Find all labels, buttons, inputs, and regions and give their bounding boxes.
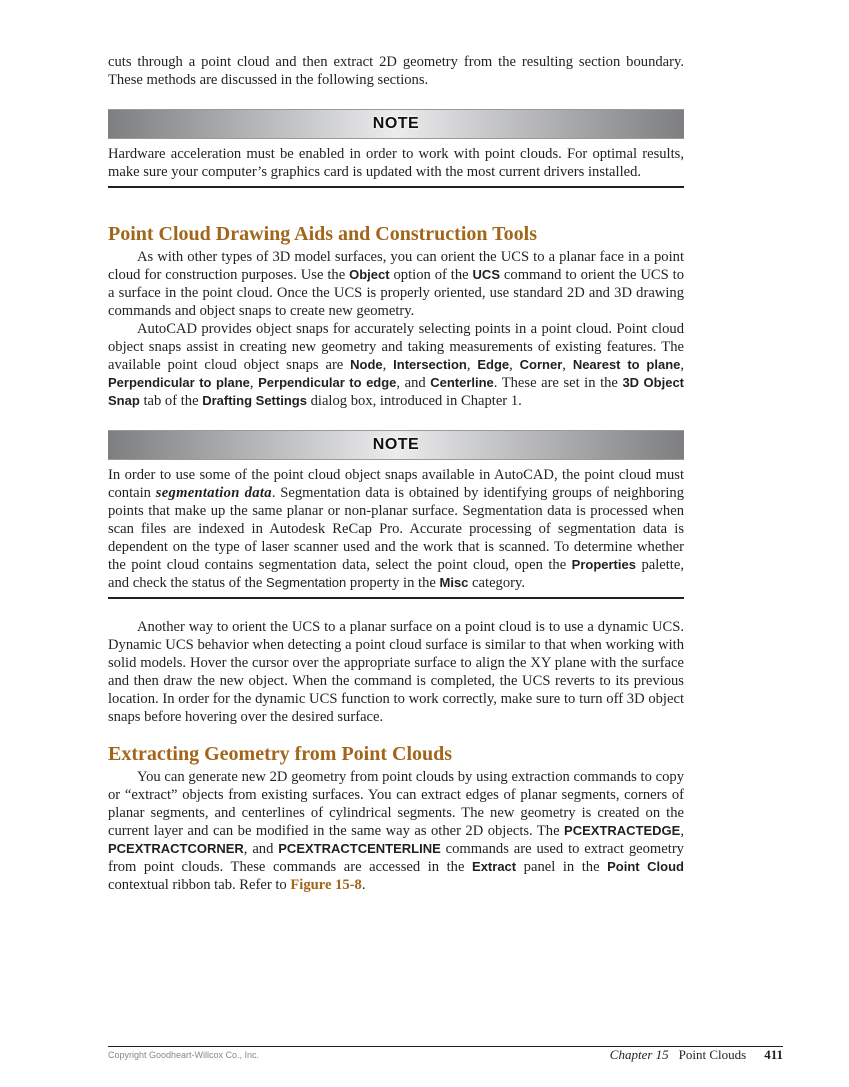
- emphasized-term: UCS: [472, 267, 500, 282]
- emphasized-term: Drafting Settings: [202, 393, 307, 408]
- text-run: ,: [382, 357, 394, 373]
- body-paragraph: [108, 320, 684, 410]
- note-label: NOTE: [372, 436, 420, 453]
- text-run: property in the: [346, 575, 440, 591]
- text-run: . Segmentation data is obtained by identifying groups of neighboring points that make up the same planar or non-planar surface. Segmentation data is processed when scan files are indexed in Autodesk ReCap Pro. Accurate processing of segmentation data is dependent on the type of laser scanner used and the work that is scanned. To determine whether the point cloud contains segmentation data, select the point cloud, open the: [108, 485, 684, 573]
- figure-reference-link[interactable]: Figure 15-8: [290, 877, 362, 893]
- text-run: .: [361, 877, 366, 893]
- text-run: option of the: [389, 267, 473, 283]
- text-run: cuts through a point cloud and then extract 2D geometry from the resulting section boundary. These methods are discussed in the following sections.: [108, 54, 684, 88]
- emphasized-term: Corner: [519, 357, 563, 372]
- copyright: Copyright Goodheart-Willcox Co., Inc.: [108, 1050, 260, 1060]
- emphasized-term: Edge: [477, 357, 510, 372]
- note-text: [108, 145, 684, 181]
- body-paragraph: [108, 248, 684, 320]
- emphasized-term: PCEXTRACTCENTERLINE: [278, 841, 441, 856]
- text-run: You can generate new 2D geometry from point clouds by using extraction commands to copy or “extract” objects from existing surfaces. You can extract edges of planar segments, corners of planar segments, and centerlines of cylindrical segments. The new geometry is created on the current layer and can be modified in the same way as other 2D objects. The: [108, 769, 684, 839]
- text-run: panel in the: [516, 859, 608, 875]
- chapter-number: Chapter 15: [609, 1047, 669, 1062]
- page-body: [108, 53, 684, 894]
- emphasized-term: Perpendicular to plane: [108, 375, 250, 390]
- text-run: dialog box, introduced in Chapter 1.: [306, 393, 522, 409]
- running-footer: [610, 1047, 783, 1063]
- text-run: , and: [243, 841, 279, 857]
- section-heading: Point Cloud Drawing Aids and Construction Tools: [108, 223, 538, 245]
- body-paragraph: [108, 768, 684, 894]
- chapter-title: Point Clouds: [678, 1047, 747, 1062]
- note-header: [108, 430, 684, 460]
- note-text: [108, 466, 684, 592]
- emphasized-term: Intersection: [393, 357, 467, 372]
- emphasized-term: Centerline: [430, 375, 494, 390]
- text-run: palette, and check the status of the: [108, 557, 684, 591]
- emphasized-term: Extract: [472, 859, 517, 874]
- text-run: ,: [509, 357, 520, 373]
- text-run: tab of the: [139, 393, 203, 409]
- page-number: 411: [764, 1047, 783, 1062]
- text-run: ,: [680, 823, 684, 839]
- emphasized-term: Segmentation: [266, 575, 347, 590]
- body-paragraph: [108, 618, 684, 726]
- page-footer: [108, 1046, 783, 1067]
- note-box: [108, 430, 684, 599]
- text-run: ,: [466, 357, 478, 373]
- text-run: . These are set in the: [493, 375, 623, 391]
- section-heading: Extracting Geometry from Point Clouds: [108, 743, 453, 765]
- intro-paragraph: [108, 53, 684, 89]
- emphasized-term: PCEXTRACTCORNER: [108, 841, 244, 856]
- text-run: AutoCAD provides object snaps for accurately selecting points in a point cloud. Point cloud object snaps assist in creating new geometry and taking measurements of existing features. The available point cloud object snaps are: [108, 321, 684, 373]
- text-run: command to orient the UCS to a surface in the point cloud. Once the UCS is properly oriented, use standard 2D and 3D drawing commands and object snaps to create new geometry.: [108, 267, 684, 319]
- text-run: Another way to orient the UCS to a planar surface on a point cloud is to use a dynamic UCS. Dynamic UCS behavior when detecting a point cloud surface is similar to that when working with solid models. Hover the cursor over the appropriate surface to align the XY plane with the surface and then draw the new object. When the command is completed, the UCS reverts to its previous location. In order for the dynamic UCS function to work correctly, make sure to turn off 3D object snaps before hovering over the desired surface.: [108, 619, 684, 725]
- text-run: Hardware acceleration must be enabled in order to work with point clouds. For optimal results, make sure your computer’s graphics card is updated with the most current drivers installed.: [108, 146, 684, 180]
- emphasized-term: 3D Object Snap: [108, 375, 685, 408]
- emphasized-term: Node: [350, 357, 383, 372]
- text-run: commands are used to extract geometry from point clouds. These commands are accessed in the: [108, 841, 684, 875]
- note-label: NOTE: [372, 115, 420, 132]
- note-header: [108, 109, 684, 139]
- text-run: , and: [396, 375, 431, 391]
- text-run: category.: [468, 575, 525, 591]
- text-run: ,: [562, 357, 573, 373]
- emphasized-term: Perpendicular to edge: [258, 375, 397, 390]
- emphasized-term: Misc: [439, 575, 469, 590]
- text-run: ,: [680, 357, 685, 373]
- emphasized-term: Properties: [571, 557, 636, 572]
- emphasized-term: PCEXTRACTEDGE: [564, 823, 681, 838]
- text-run: ,: [249, 375, 259, 391]
- text-run: In order to use some of the point cloud object snaps available in AutoCAD, the point cloud must contain: [108, 467, 684, 501]
- emphasized-term: segmentation data: [155, 485, 272, 501]
- emphasized-term: Point Cloud: [607, 859, 684, 874]
- note-box: [108, 109, 684, 188]
- text-run: As with other types of 3D model surfaces, you can orient the UCS to a planar face in a point cloud for construction purposes. Use the: [108, 249, 684, 283]
- emphasized-term: Nearest to plane: [572, 357, 681, 372]
- emphasized-term: Object: [349, 267, 390, 282]
- text-run: contextual ribbon tab. Refer to: [108, 877, 291, 893]
